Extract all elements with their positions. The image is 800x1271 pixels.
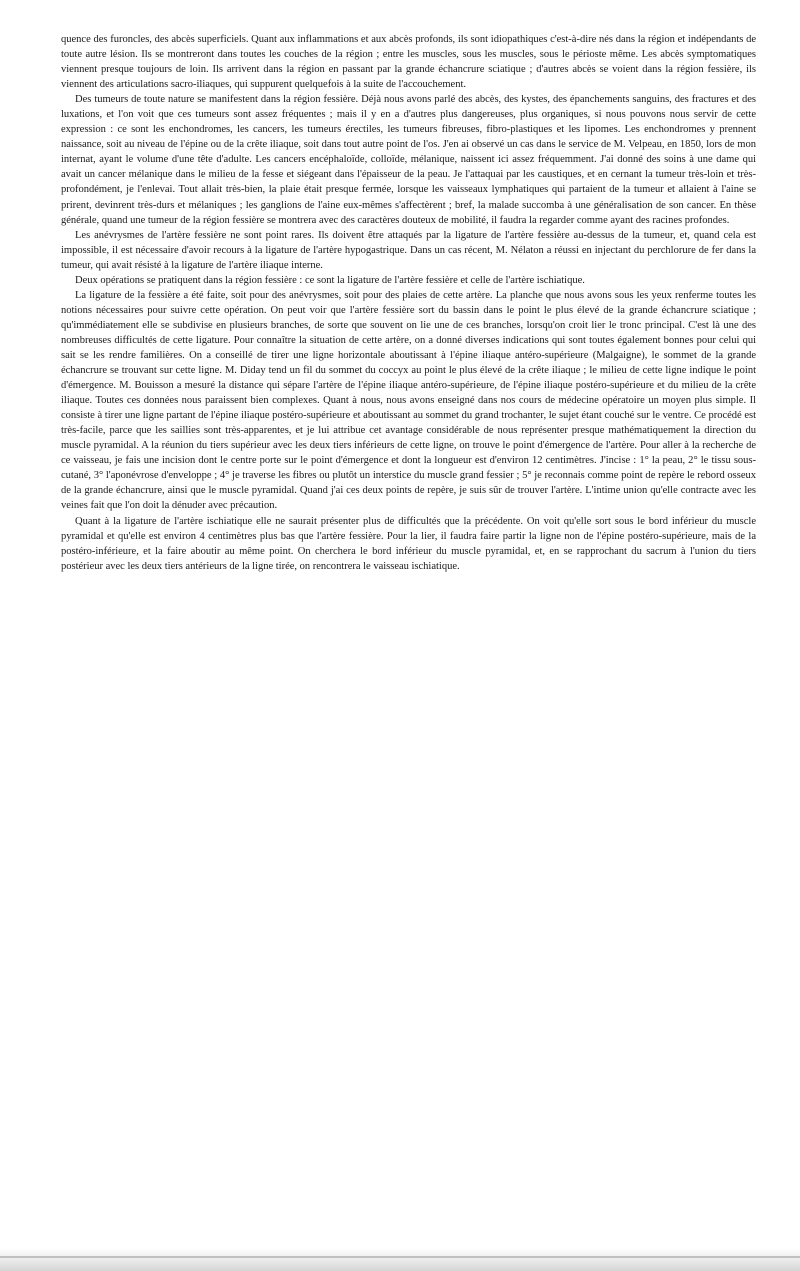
paragraph-tumeurs: Des tumeurs de toute nature se manifestent dans la région fessière. Déjà nous avons parlé des abcès, des kystes, des épanchements sanguins, des fractures et des luxations, et l'on voit que ces tumeurs sont assez fréquentes ; mais il y en a d'autres plus dangereuses, plus organiques, si nous pouvons nous servir de cette expression : ce sont les enchondromes, les cancers, les tumeurs érectiles, les tumeurs fibreuses, fibro-plastiques et les lipomes. Les enchondromes y prennent naissance, soit au niveau de l'épine ou de la crête iliaque, soit dans tout autre point de l'os. J'en ai observé un cas dans le service de M. Velpeau, en 1850, lors de mon internat, ayant le volume d'une tête d'adulte. Les cancers encéphaloïde, colloïde, mélanique, naissent ici assez fréquemment. J'ai donné des soins à une dame qui avait un cancer mélanique dans le milieu de la fesse et siégeant dans l'épaisseur de la peau. Je l'attaquai par les caustiques, et en cernant la tumeur très-loin et très-profondément, je l'enlevai. Tout allait très-bien, la plaie était presque fermée, lorsque les vaisseaux lymphatiques qui partaient de la tumeur et allaient à l'aine se prirent, devinrent très-durs et mélaniques ; les ganglions de l'aine eux-mêmes s'affectèrent ; bref, la malade succomba à une généralisation de son cancer. En thèse générale, quand une tumeur de la région fessière se montrera avec des caractères douteux de mobilité, il faudra la regarder comme ayant des racines profondes. — [61, 94, 756, 226]
page-bottom-rule — [0, 1256, 800, 1258]
paragraph-ligature-ischiatique: Quant à la ligature de l'artère ischiatique elle ne saurait présenter plus de difficultés que la précédente. On voit qu'elle sort sous le bord inférieur du muscle pyramidal et qu'elle est environ 4 centimètres plus bas que l'artère fessière. Pour la lier, il faudra faire partir la ligne non de l'épine postéro-supérieure, mais de la postéro-inférieure, et la faire aboutir au même point. On cherchera le bord inférieur du muscle pyramidal, et, en se rapprochant du sacrum à l'union du tiers postérieur avec les deux tiers antérieurs de la ligne tirée, on rencontrera le vaisseau ischiatique. — [61, 515, 756, 572]
paragraph-anevrysmes: Les anévrysmes de l'artère fessière ne sont point rares. Ils doivent être attaqués par la ligature de l'artère fessière au-dessus de la tumeur, et, quand cela est impossible, il est nécessaire d'avoir recours à la ligature de l'artère hypogastrique. Dans un cas récent, M. Nélaton a réussi en injectant du perchlorure de fer dans la tumeur, qui avait résisté à la ligature de l'artère iliaque interne. — [61, 229, 756, 271]
paragraph-ligature-fessiere: La ligature de la fessière a été faite, soit pour des anévrysmes, soit pour des plaies de cette artère. La planche que nous avons sous les yeux renferme toutes les notions nécessaires pour suivre cette opération. On peut voir que l'artère fessière sort du bassin dans le point le plus élevé de la grande échancrure sciatique ; qu'immédiatement elle se subdivise en plusieurs branches, de sorte que souvent on lie une de ces branches, lorsqu'on croit lier le tronc principal. C'est là une des nombreuses difficultés de cette ligature. Pour connaître la situation de cette artère, on a donné diverses indications qui sont toutes également bonnes pour celui qui sait se les rendre familières. On a conseillé de tirer une ligne horizontale aboutissant à l'épine iliaque antéro-supérieure (Malgaigne), le sommet de la grande échancrure se trouvant sur cette ligne. M. Diday tend un fil du sommet du coccyx au point le plus élevé de la crête iliaque ; le milieu de cette ligne indique le point d'émergence. M. Bouisson a mesuré la distance qui sépare l'artère de l'épine iliaque antéro-supérieure, de l'épine iliaque postéro-supérieure et du milieu de la crête iliaque. Toutes ces données nous paraissent bien complexes. Quant à nous, nous avons enseigné dans nos cours de médecine opératoire un moyen plus simple. Il consiste à tirer une ligne partant de l'épine iliaque postéro-supérieure et aboutissant au sommet du grand trochanter, le sujet étant couché sur le ventre. Ce procédé est très-facile, parce que les saillies sont très-apparentes, et je lui attribue cet avantage considérable de nous représenter presque mathématiquement la direction du muscle pyramidal. A la réunion du tiers supérieur avec les deux tiers inférieurs de cette ligne, on trouve le point d'émergence de l'artère. Pour aller à la recherche de ce vaisseau, je fais une incision dont le centre porte sur le point d'émergence et dont la longueur est d'environ 12 centimètres. J'incise : 1° la peau, 2° le tissu sous-cutané, 3° l'aponévrose d'enveloppe ; 4° je traverse les fibres ou plutôt un interstice du muscle grand fessier ; 5° je reconnais comme point de repère le rebord osseux de la grande échancrure, ainsi que le muscle pyramidal. Quand j'ai ces deux points de repère, je suis sûr de trouver l'artère. L'intime union qu'elle contracte avec les veines fait que l'on doit la dénuder avec précaution. — [61, 289, 756, 512]
document-page — [61, 32, 756, 574]
paragraph-operations: Deux opérations se pratiquent dans la région fessière : ce sont la ligature de l'artère fessière et celle de l'artère ischiatique. — [75, 274, 585, 286]
paragraph-abces: quence des furoncles, des abcès superficiels. Quant aux inflammations et aux abcès profonds, ils sont idiopathiques c'est-à-dire nés dans la région et indépendants de toute autre lésion. Ils se montreront dans toutes les couches de la région ; entre les muscles, sous les muscles, sous le périoste même. Les abcès symptomatiques viennent presque toujours de loin. Ils arrivent dans la région en passant par la grande échancrure sciatique ; d'autres abcès se voient dans la région fessière, ils viennent des articulations sacro-iliaques, qui suppurent quelquefois à la suite de l'accouchement. — [61, 34, 756, 91]
page-bottom-edge — [0, 1248, 800, 1271]
